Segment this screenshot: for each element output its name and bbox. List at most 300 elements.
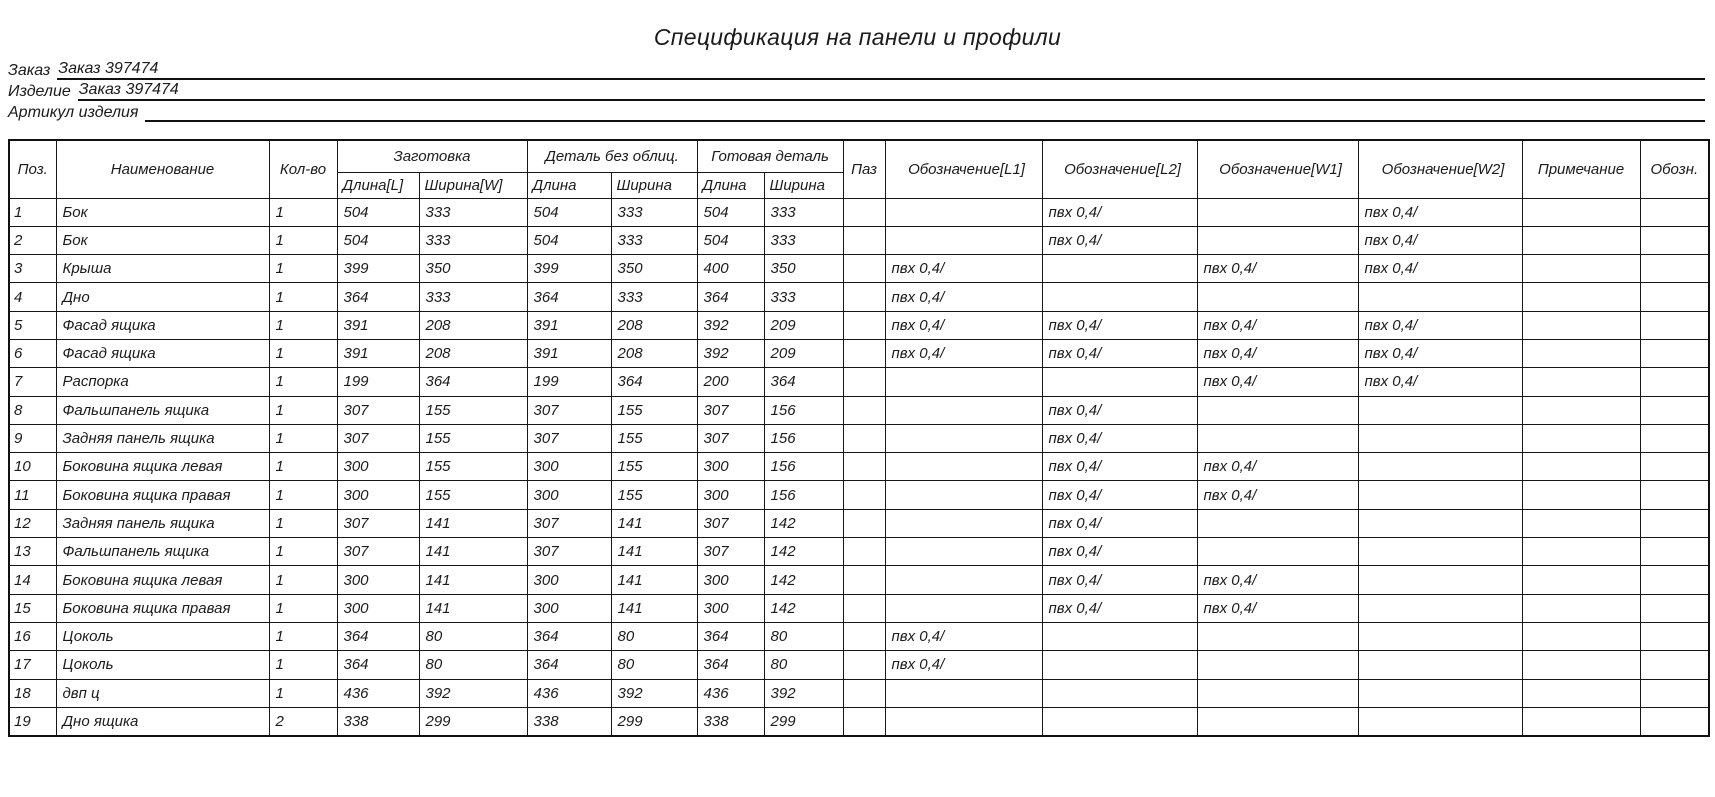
table-cell xyxy=(843,368,885,396)
table-cell: 504 xyxy=(527,198,611,226)
table-cell: 2 xyxy=(9,226,56,254)
product-value-field: Заказ 397474 xyxy=(78,80,1705,101)
table-cell: 209 xyxy=(764,339,843,367)
header-obozn: Обозн. xyxy=(1640,140,1709,198)
table-cell: Бок xyxy=(56,198,269,226)
table-cell: 1 xyxy=(269,651,337,679)
table-cell: 1 xyxy=(269,255,337,283)
table-cell: 350 xyxy=(419,255,527,283)
table-cell xyxy=(1522,339,1640,367)
table-cell xyxy=(843,255,885,283)
table-cell: 208 xyxy=(611,339,697,367)
table-cell: 155 xyxy=(611,396,697,424)
table-cell: пвх 0,4/ xyxy=(1358,255,1522,283)
order-label: Заказ xyxy=(8,62,51,79)
table-cell: 392 xyxy=(611,679,697,707)
header-qty: Кол-во xyxy=(269,140,337,198)
table-cell xyxy=(1640,283,1709,311)
table-cell: 80 xyxy=(764,622,843,650)
table-cell: Фальшпанель ящика xyxy=(56,396,269,424)
order-value-field: Заказ 397474 xyxy=(57,59,1705,80)
table-cell xyxy=(1197,396,1358,424)
table-cell xyxy=(1197,198,1358,226)
table-cell xyxy=(843,283,885,311)
table-cell xyxy=(1640,453,1709,481)
table-header xyxy=(9,140,1709,198)
table-cell: пвх 0,4/ xyxy=(1197,566,1358,594)
table-cell xyxy=(1522,622,1640,650)
table-cell: 199 xyxy=(527,368,611,396)
table-cell xyxy=(843,707,885,735)
table-cell: 1 xyxy=(269,509,337,537)
table-row xyxy=(9,198,1709,226)
table-cell: 156 xyxy=(764,396,843,424)
table-cell: 333 xyxy=(611,198,697,226)
table-cell: 5 xyxy=(9,311,56,339)
table-cell: 155 xyxy=(419,453,527,481)
table-cell: пвх 0,4/ xyxy=(1358,198,1522,226)
product-label: Изделие xyxy=(8,83,71,100)
table-row xyxy=(9,651,1709,679)
table-cell: 333 xyxy=(764,226,843,254)
table-row xyxy=(9,679,1709,707)
table-cell xyxy=(843,566,885,594)
table-cell xyxy=(1640,311,1709,339)
table-cell: 333 xyxy=(764,283,843,311)
table-cell: 208 xyxy=(611,311,697,339)
table-cell xyxy=(1358,424,1522,452)
table-cell: 1 xyxy=(269,481,337,509)
table-cell: 333 xyxy=(419,226,527,254)
table-cell: 7 xyxy=(9,368,56,396)
table-cell xyxy=(885,481,1042,509)
table-cell: пвх 0,4/ xyxy=(1358,368,1522,396)
table-cell: 333 xyxy=(764,198,843,226)
table-cell xyxy=(843,651,885,679)
table-row xyxy=(9,594,1709,622)
article-line xyxy=(8,101,1705,122)
table-cell xyxy=(1522,651,1640,679)
table-cell: 155 xyxy=(611,424,697,452)
table-cell: пвх 0,4/ xyxy=(885,651,1042,679)
table-cell xyxy=(1358,396,1522,424)
table-cell: 300 xyxy=(337,594,419,622)
table-cell: пвх 0,4/ xyxy=(1042,538,1197,566)
table-cell: 141 xyxy=(611,538,697,566)
table-cell xyxy=(1358,283,1522,311)
table-cell: 4 xyxy=(9,283,56,311)
table-cell: 15 xyxy=(9,594,56,622)
meta-section xyxy=(8,59,1705,122)
table-cell: Цоколь xyxy=(56,622,269,650)
table-cell: пвх 0,4/ xyxy=(1042,311,1197,339)
table-cell xyxy=(885,566,1042,594)
table-cell: 300 xyxy=(337,566,419,594)
table-cell xyxy=(1522,453,1640,481)
table-cell: пвх 0,4/ xyxy=(1197,594,1358,622)
header-group-row xyxy=(9,140,1709,172)
table-row xyxy=(9,339,1709,367)
table-cell xyxy=(1042,622,1197,650)
table-cell xyxy=(1640,538,1709,566)
table-cell xyxy=(1640,198,1709,226)
table-cell: пвх 0,4/ xyxy=(1197,311,1358,339)
table-cell xyxy=(1522,594,1640,622)
table-cell: 392 xyxy=(697,311,764,339)
table-cell: 1 xyxy=(269,594,337,622)
table-cell: Боковина ящика левая xyxy=(56,566,269,594)
table-cell: 209 xyxy=(764,311,843,339)
table-cell xyxy=(843,311,885,339)
table-cell: 364 xyxy=(527,283,611,311)
product-line xyxy=(8,80,1705,101)
table-cell xyxy=(1197,226,1358,254)
table-cell xyxy=(1358,594,1522,622)
table-cell: 392 xyxy=(764,679,843,707)
table-row xyxy=(9,481,1709,509)
table-cell: Фасад ящика xyxy=(56,339,269,367)
table-cell: 200 xyxy=(697,368,764,396)
table-cell: пвх 0,4/ xyxy=(1197,255,1358,283)
table-cell: 13 xyxy=(9,538,56,566)
table-cell xyxy=(843,594,885,622)
table-cell: пвх 0,4/ xyxy=(1197,481,1358,509)
table-row xyxy=(9,622,1709,650)
table-cell: 364 xyxy=(527,651,611,679)
table-cell: 307 xyxy=(527,538,611,566)
table-cell: 333 xyxy=(419,198,527,226)
table-cell: пвх 0,4/ xyxy=(885,339,1042,367)
table-cell: Боковина ящика правая xyxy=(56,481,269,509)
table-cell xyxy=(885,707,1042,735)
table-cell: пвх 0,4/ xyxy=(885,283,1042,311)
table-cell: 399 xyxy=(527,255,611,283)
table-cell xyxy=(843,538,885,566)
table-cell xyxy=(1197,424,1358,452)
order-line xyxy=(8,59,1705,80)
table-cell: Цоколь xyxy=(56,651,269,679)
table-cell: 19 xyxy=(9,707,56,735)
table-cell: 300 xyxy=(527,566,611,594)
table-cell xyxy=(1197,707,1358,735)
table-cell: 391 xyxy=(527,339,611,367)
table-cell: 18 xyxy=(9,679,56,707)
table-cell: 436 xyxy=(527,679,611,707)
table-cell xyxy=(1522,396,1640,424)
table-cell: пвх 0,4/ xyxy=(1042,339,1197,367)
table-cell: 142 xyxy=(764,538,843,566)
table-cell xyxy=(1640,396,1709,424)
table-cell: 364 xyxy=(611,368,697,396)
table-cell: пвх 0,4/ xyxy=(885,622,1042,650)
table-cell: 155 xyxy=(611,453,697,481)
table-cell xyxy=(1522,226,1640,254)
table-cell: 1 xyxy=(269,198,337,226)
table-cell: 338 xyxy=(337,707,419,735)
table-cell xyxy=(1042,255,1197,283)
table-cell: пвх 0,4/ xyxy=(1042,396,1197,424)
table-cell xyxy=(1197,679,1358,707)
table-cell xyxy=(885,226,1042,254)
table-cell: 300 xyxy=(337,481,419,509)
table-cell: 300 xyxy=(697,453,764,481)
table-cell: 307 xyxy=(337,509,419,537)
table-cell: 307 xyxy=(527,396,611,424)
table-cell: 364 xyxy=(697,622,764,650)
table-cell: двп ц xyxy=(56,679,269,707)
table-cell: Крыша xyxy=(56,255,269,283)
header-group-blank: Заготовка xyxy=(337,140,527,172)
table-cell: 1 xyxy=(269,311,337,339)
table-cell: 1 xyxy=(9,198,56,226)
table-cell xyxy=(1358,566,1522,594)
header-finished-width: Ширина xyxy=(764,172,843,198)
table-cell: 141 xyxy=(611,594,697,622)
table-cell xyxy=(1358,481,1522,509)
table-cell: 80 xyxy=(419,651,527,679)
table-cell: Задняя панель ящика xyxy=(56,424,269,452)
table-row xyxy=(9,311,1709,339)
table-cell: 300 xyxy=(697,481,764,509)
table-cell: 300 xyxy=(527,453,611,481)
table-cell: пвх 0,4/ xyxy=(1042,226,1197,254)
table-cell xyxy=(1358,509,1522,537)
table-cell xyxy=(843,679,885,707)
table-cell xyxy=(1522,368,1640,396)
table-cell xyxy=(1522,481,1640,509)
table-cell: 1 xyxy=(269,538,337,566)
table-cell xyxy=(1358,538,1522,566)
table-cell: Боковина ящика левая xyxy=(56,453,269,481)
table-cell xyxy=(1640,566,1709,594)
table-cell xyxy=(1522,283,1640,311)
table-cell: пвх 0,4/ xyxy=(1358,226,1522,254)
table-cell: 338 xyxy=(527,707,611,735)
table-cell xyxy=(843,198,885,226)
table-cell: 364 xyxy=(697,651,764,679)
table-cell: 307 xyxy=(527,509,611,537)
table-cell: 307 xyxy=(697,538,764,566)
table-cell xyxy=(1640,368,1709,396)
table-cell: пвх 0,4/ xyxy=(1197,368,1358,396)
table-cell: 142 xyxy=(764,594,843,622)
table-cell: 504 xyxy=(337,198,419,226)
table-cell xyxy=(843,226,885,254)
table-cell: Бок xyxy=(56,226,269,254)
table-cell: пвх 0,4/ xyxy=(1042,453,1197,481)
table-cell: Задняя панель ящика xyxy=(56,509,269,537)
table-cell: 141 xyxy=(419,566,527,594)
table-cell: 504 xyxy=(697,198,764,226)
table-cell: 80 xyxy=(611,651,697,679)
table-cell xyxy=(885,198,1042,226)
table-cell: 392 xyxy=(697,339,764,367)
table-cell: 1 xyxy=(269,339,337,367)
table-cell: пвх 0,4/ xyxy=(1042,481,1197,509)
table-cell: 14 xyxy=(9,566,56,594)
table-cell xyxy=(1522,255,1640,283)
table-cell: 504 xyxy=(697,226,764,254)
table-cell xyxy=(1197,283,1358,311)
table-cell: Фасад ящика xyxy=(56,311,269,339)
table-cell: пвх 0,4/ xyxy=(1197,339,1358,367)
table-cell: 333 xyxy=(419,283,527,311)
table-cell xyxy=(1358,707,1522,735)
table-cell: пвх 0,4/ xyxy=(1042,509,1197,537)
table-cell xyxy=(885,368,1042,396)
table-cell: Фальшпанель ящика xyxy=(56,538,269,566)
table-cell: 141 xyxy=(419,538,527,566)
header-mark-l2: Обозначение[L2] xyxy=(1042,140,1197,198)
table-cell xyxy=(1197,509,1358,537)
table-cell xyxy=(1358,679,1522,707)
table-cell: 1 xyxy=(269,453,337,481)
table-cell xyxy=(885,509,1042,537)
table-cell: 80 xyxy=(611,622,697,650)
table-cell xyxy=(1042,368,1197,396)
table-cell: 1 xyxy=(269,226,337,254)
table-body xyxy=(9,198,1709,736)
table-cell: 142 xyxy=(764,566,843,594)
table-cell: 3 xyxy=(9,255,56,283)
table-cell: пвх 0,4/ xyxy=(1197,453,1358,481)
table-cell: 300 xyxy=(697,594,764,622)
table-cell: пвх 0,4/ xyxy=(885,255,1042,283)
table-cell: 364 xyxy=(337,651,419,679)
article-value-field xyxy=(145,120,1705,122)
header-mark-w1: Обозначение[W1] xyxy=(1197,140,1358,198)
table-cell: 9 xyxy=(9,424,56,452)
table-cell: 199 xyxy=(337,368,419,396)
table-cell: 11 xyxy=(9,481,56,509)
table-cell xyxy=(843,453,885,481)
header-note: Примечание xyxy=(1522,140,1640,198)
header-paz: Паз xyxy=(843,140,885,198)
header-blank-width: Ширина[W] xyxy=(419,172,527,198)
table-cell: 1 xyxy=(269,283,337,311)
table-cell: 155 xyxy=(419,396,527,424)
table-cell: Распорка xyxy=(56,368,269,396)
table-cell: Боковина ящика правая xyxy=(56,594,269,622)
table-cell: 392 xyxy=(419,679,527,707)
table-cell xyxy=(1042,283,1197,311)
table-cell: 299 xyxy=(419,707,527,735)
header-pos: Поз. xyxy=(9,140,56,198)
table-cell: 12 xyxy=(9,509,56,537)
table-cell: 399 xyxy=(337,255,419,283)
table-cell: 391 xyxy=(527,311,611,339)
table-cell: 504 xyxy=(527,226,611,254)
table-cell: 400 xyxy=(697,255,764,283)
table-cell: 364 xyxy=(419,368,527,396)
table-cell: 300 xyxy=(527,594,611,622)
table-cell: 307 xyxy=(527,424,611,452)
table-row xyxy=(9,509,1709,537)
table-cell xyxy=(1640,255,1709,283)
table-cell xyxy=(1640,339,1709,367)
table-cell xyxy=(1640,481,1709,509)
table-cell: 1 xyxy=(269,368,337,396)
table-cell: пвх 0,4/ xyxy=(1042,198,1197,226)
table-row xyxy=(9,453,1709,481)
table-cell: 307 xyxy=(337,396,419,424)
table-cell: 364 xyxy=(337,283,419,311)
table-cell: 155 xyxy=(611,481,697,509)
table-cell: 142 xyxy=(764,509,843,537)
table-cell xyxy=(885,538,1042,566)
table-cell: 299 xyxy=(764,707,843,735)
header-group-finished: Готовая деталь xyxy=(697,140,843,172)
header-finished-length: Длина xyxy=(697,172,764,198)
table-cell: 155 xyxy=(419,481,527,509)
specification-table xyxy=(8,139,1710,737)
table-row xyxy=(9,707,1709,735)
table-cell: 307 xyxy=(697,396,764,424)
table-cell: 364 xyxy=(527,622,611,650)
table-cell: 10 xyxy=(9,453,56,481)
table-cell xyxy=(1640,424,1709,452)
table-cell: 1 xyxy=(269,622,337,650)
table-row xyxy=(9,424,1709,452)
table-cell: 333 xyxy=(611,226,697,254)
table-cell xyxy=(1640,509,1709,537)
table-cell: 156 xyxy=(764,453,843,481)
table-cell: пвх 0,4/ xyxy=(1358,311,1522,339)
table-cell: 307 xyxy=(337,538,419,566)
table-cell: 155 xyxy=(419,424,527,452)
header-mark-w2: Обозначение[W2] xyxy=(1358,140,1522,198)
table-cell xyxy=(843,424,885,452)
table-cell: 391 xyxy=(337,311,419,339)
table-cell xyxy=(1358,453,1522,481)
table-cell xyxy=(843,339,885,367)
table-cell xyxy=(1522,538,1640,566)
table-cell xyxy=(885,396,1042,424)
table-cell xyxy=(1640,679,1709,707)
table-cell: 6 xyxy=(9,339,56,367)
table-cell xyxy=(1197,622,1358,650)
table-cell: 2 xyxy=(269,707,337,735)
table-cell: пвх 0,4/ xyxy=(1042,424,1197,452)
header-unfaced-width: Ширина xyxy=(611,172,697,198)
table-cell: 364 xyxy=(764,368,843,396)
table-cell: 436 xyxy=(697,679,764,707)
table-cell: 299 xyxy=(611,707,697,735)
table-cell xyxy=(1640,594,1709,622)
table-cell xyxy=(1522,707,1640,735)
table-cell xyxy=(1522,311,1640,339)
table-cell: 333 xyxy=(611,283,697,311)
table-cell: Дно xyxy=(56,283,269,311)
table-cell xyxy=(1042,707,1197,735)
table-cell: 504 xyxy=(337,226,419,254)
header-mark-l1: Обозначение[L1] xyxy=(885,140,1042,198)
table-row xyxy=(9,283,1709,311)
table-row xyxy=(9,538,1709,566)
table-cell xyxy=(1042,651,1197,679)
table-cell xyxy=(1522,509,1640,537)
table-cell: пвх 0,4/ xyxy=(1042,594,1197,622)
table-cell: 208 xyxy=(419,311,527,339)
table-cell xyxy=(885,679,1042,707)
table-row xyxy=(9,368,1709,396)
table-cell: Дно ящика xyxy=(56,707,269,735)
header-unfaced-length: Длина xyxy=(527,172,611,198)
table-cell xyxy=(1522,679,1640,707)
table-cell: 364 xyxy=(337,622,419,650)
table-cell xyxy=(1358,622,1522,650)
table-cell xyxy=(885,453,1042,481)
